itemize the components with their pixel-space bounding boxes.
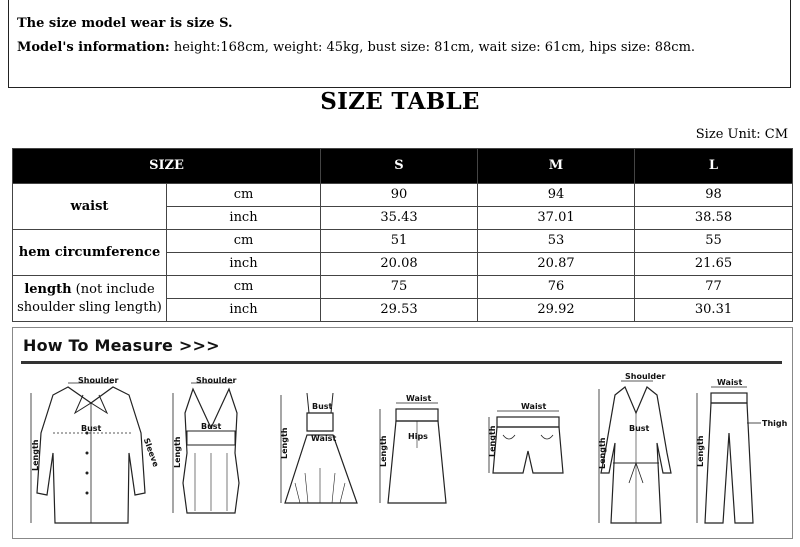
unit-cell: inch	[167, 253, 321, 276]
blouse-icon	[23, 373, 161, 533]
value-cell: 20.87	[478, 253, 635, 276]
waist-label: Waist	[406, 394, 432, 403]
unit-cell: inch	[167, 299, 321, 322]
bust-label: Bust	[629, 424, 650, 433]
value-cell: 51	[321, 230, 478, 253]
length-label: Length	[379, 435, 388, 467]
length-label: Length	[696, 435, 705, 467]
unit-cell: inch	[167, 207, 321, 230]
length-label: Length	[598, 437, 607, 469]
vest-top-icon	[163, 373, 258, 533]
unit-cell: cm	[167, 184, 321, 207]
sleeve-label: Sleeve	[141, 436, 161, 469]
trench-coat-icon	[591, 373, 681, 533]
page-title: SIZE TABLE	[320, 88, 480, 115]
skirt-icon	[368, 373, 453, 533]
table-row	[13, 230, 793, 253]
value-cell: 29.92	[478, 299, 635, 322]
value-cell: 29.53	[321, 299, 478, 322]
bust-label: Bust	[312, 402, 333, 411]
value-cell: 76	[478, 276, 635, 299]
value-cell: 77	[635, 276, 793, 299]
value-cell: 30.31	[635, 299, 793, 322]
value-cell: 98	[635, 184, 793, 207]
value-cell: 75	[321, 276, 478, 299]
row-label-waist: waist	[13, 184, 167, 230]
value-cell: 37.01	[478, 207, 635, 230]
waist-label: Waist	[521, 402, 547, 411]
waist-label: Waist	[311, 434, 337, 443]
size-table-header	[13, 149, 793, 184]
value-cell: 53	[478, 230, 635, 253]
model-size-text: The size model wear is size S.	[17, 16, 233, 31]
row-label-hem: hem circumference	[13, 230, 167, 276]
value-cell: 20.08	[321, 253, 478, 276]
shoulder-label: Shoulder	[196, 376, 237, 385]
length-label: Length	[173, 436, 182, 468]
length-label: Length	[488, 425, 497, 457]
value-cell: 90	[321, 184, 478, 207]
length-label: Length	[280, 427, 289, 459]
shoulder-label: Shoulder	[78, 376, 119, 385]
col-header-l: L	[635, 149, 793, 184]
shorts-icon	[483, 373, 573, 533]
model-info-box	[8, 0, 791, 88]
divider	[21, 361, 782, 364]
hips-label: Hips	[408, 432, 428, 441]
value-cell: 21.65	[635, 253, 793, 276]
unit-cell: cm	[167, 230, 321, 253]
trousers-icon	[685, 373, 788, 533]
bust-label: Bust	[201, 422, 222, 431]
value-cell: 38.58	[635, 207, 793, 230]
value-cell: 94	[478, 184, 635, 207]
col-header-m: M	[478, 149, 635, 184]
table-row	[13, 184, 793, 207]
bust-label: Bust	[81, 424, 102, 433]
waist-label: Waist	[717, 378, 743, 387]
size-unit-label: Size Unit: CM	[695, 127, 788, 142]
unit-cell: cm	[167, 276, 321, 299]
size-table	[12, 148, 793, 322]
col-header-size: SIZE	[13, 149, 321, 184]
length-label: Length	[31, 439, 40, 471]
how-to-measure-panel	[12, 327, 793, 539]
value-cell: 35.43	[321, 207, 478, 230]
table-row	[13, 276, 793, 299]
thigh-label: Thigh	[762, 419, 788, 428]
row-label-length: length (not include shoulder sling length)	[13, 276, 167, 322]
shoulder-label: Shoulder	[625, 372, 666, 381]
col-header-s: S	[321, 149, 478, 184]
value-cell: 55	[635, 230, 793, 253]
model-info-text: Model's information: height:168cm, weight: 45kg, bust size: 81cm, wait size: 61cm, hips size: 88cm.	[17, 40, 696, 55]
how-to-measure-title: How To Measure >>>	[23, 336, 220, 355]
sling-dress-icon	[275, 373, 365, 533]
